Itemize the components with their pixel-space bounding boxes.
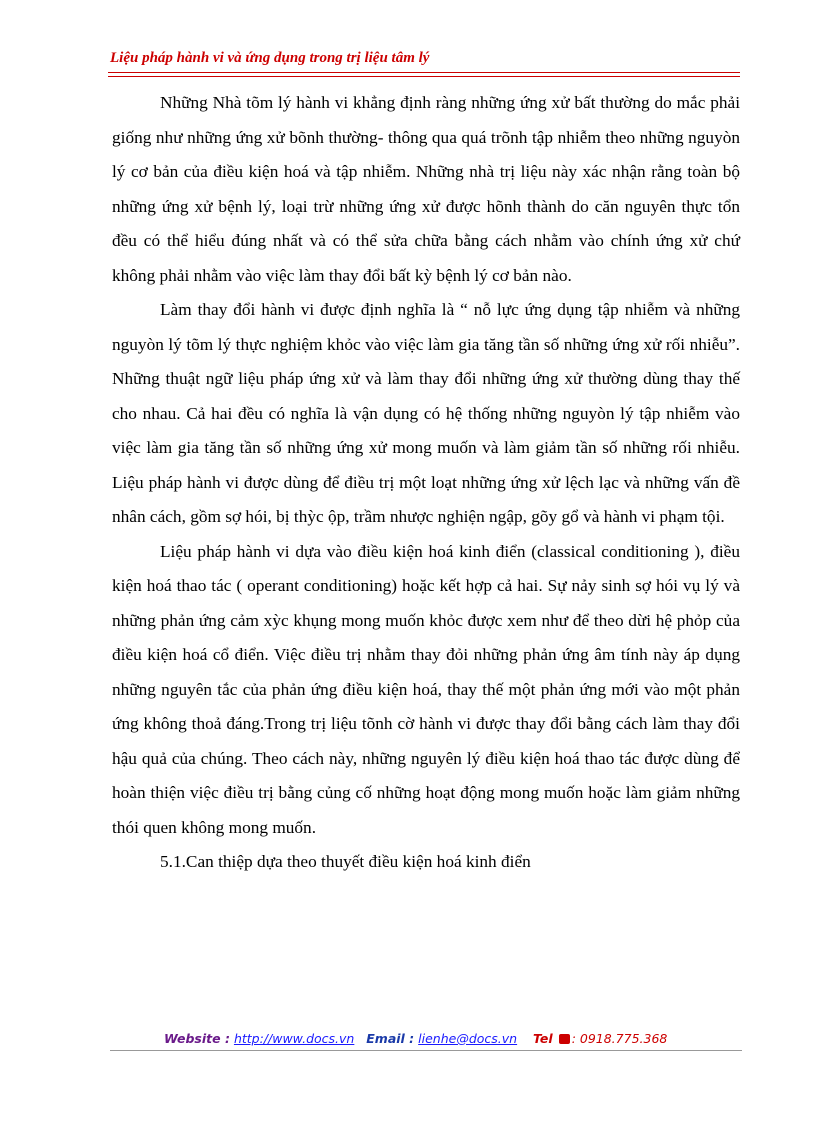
body-paragraph-3: Liệu pháp hành vi dựa vào điều kiện hoá kinh điển (classical conditioning ), điều kiện hoá thao tác ( operant conditioning) hoặc kết hợp cả hai. Sự nảy sinh sợ hói vụ lý và những phản ứng cảm xỳc khụng mong muốn khỏc được xem như để theo dừi hệ phỏp của điều kiện hoá cổ điển. Việc điều trị nhằm thay đỏi những phản ứng âm tính này áp dụng những nguyên tắc của phản ứng điều kiện hoá, thay thế một phản ứng mới vào một phản ứng không thoả đáng.Trong trị liệu tõnh cờ hành vi được thay đổi bằng cách làm thay đổi hậu quả của chúng. Theo cách này, những nguyên lý điều kiện hoá thao tác được dùng để hoàn thiện việc điều trị bằng củng cố những hoạt động mong muốn hoặc làm giảm những thói quen không mong muốn.	[112, 541, 740, 837]
page-footer	[164, 1031, 667, 1046]
running-header-title: Liệu pháp hành vi và ứng dụng trong trị liệu tâm lý	[110, 50, 430, 66]
website-link[interactable]: http://www.docs.vn	[233, 1031, 355, 1046]
footer-divider	[110, 1050, 742, 1051]
website-label: Website :	[164, 1031, 230, 1046]
telephone-icon	[559, 1034, 570, 1044]
header-divider	[108, 72, 740, 77]
email-link[interactable]: lienhe@docs.vn	[418, 1031, 518, 1046]
email-label: Email :	[366, 1031, 415, 1046]
tel-label: Tel	[533, 1031, 553, 1046]
section-heading: 5.1.Can thiệp dựa theo thuyết điều kiện hoá kinh điển	[160, 852, 531, 871]
body-paragraph-2: Làm thay đổi hành vi được định nghĩa là “ nỗ lực ứng dụng tập nhiễm và những nguyòn lý tõm lý thực nghiệm khỏc vào việc làm gia tăng tần số những ứng xử rối nhiễu”. Những thuật ngữ liệu pháp ứng xử và làm thay đổi những ứng xử thường dùng thay thế cho nhau. Cả hai đều có nghĩa là vận dụng có hệ thống những nguyòn lý tập nhiễm vào việc làm gia tăng tần số những ứng xử mong muốn và làm giảm tần số những rối nhiễu. Liệu pháp hành vi được dùng để điều trị một loạt những ứng xử lệch lạc và những vấn đề nhân cách, gồm sợ hói, bị thỳc ộp, trầm nhược nghiện ngập, gõy gổ và hành vi phạm tội.	[112, 300, 740, 526]
phone-number: : 0918.775.368	[571, 1031, 668, 1046]
document-body	[112, 86, 740, 880]
body-paragraph-1: Những Nhà tõm lý hành vi khẳng định ràng những ứng xử bất thường do mắc phải giống như những ứng xử bõnh thường- thông qua quá trõnh tập nhiễm theo những nguyòn lý cơ bản của điều kiện hoá và tập nhiễm. Những nhà trị liệu này xác nhận rằng toàn bộ những ứng xử bệnh lý, loại trừ những ứng xử được hõnh thành do căn nguyên thực tổn đều có thể hiểu đúng nhất và có thể sửa chữa bằng cách nhằm vào chính ứng xử chứ không phải nhằm vào việc làm thay đổi bất kỳ bệnh lý cơ bản nào.	[112, 93, 740, 285]
